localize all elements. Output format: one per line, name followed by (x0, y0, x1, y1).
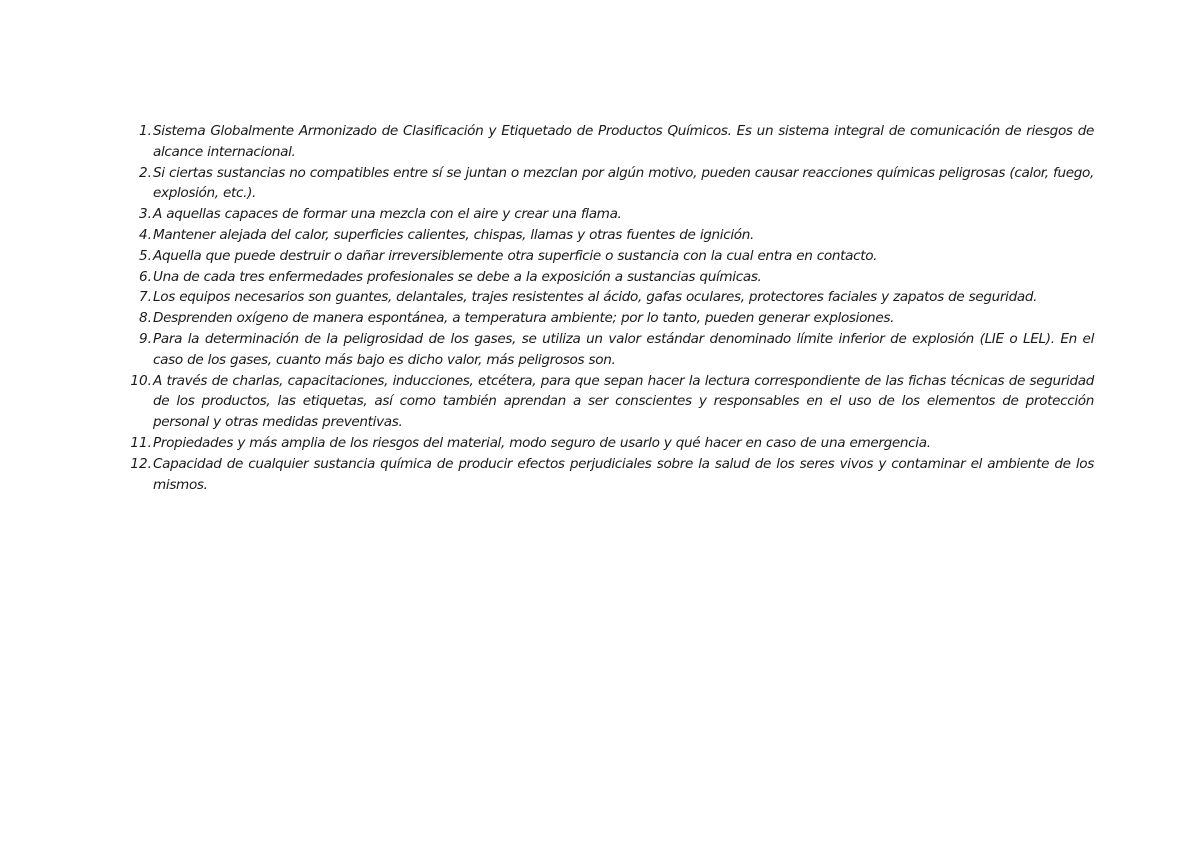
item-number: 9. (139, 330, 152, 347)
item-number: 5. (139, 247, 152, 264)
item-text: Propiedades y más amplia de los riesgos del material, modo seguro de usarlo y qué hacer en caso de una emergencia. (153, 434, 931, 451)
list-item-1 (118, 121, 1094, 163)
list-item-5 (118, 246, 1094, 267)
item-text: Desprenden oxígeno de manera espontánea, a temperatura ambiente; por lo tanto, pueden generar explosiones. (153, 310, 895, 327)
item-text: Sistema Globalmente Armonizado de Clasificación y Etiquetado de Productos Químicos. Es un sistema integral de comunicación de riesgos de alcance internacional. (153, 123, 1094, 160)
item-number: 2. (139, 164, 152, 181)
item-text: A través de charlas, capacitaciones, inducciones, etcétera, para que sepan hacer la lectura correspondiente de las fichas técnicas de seguridad de los productos, las etiquetas, así como también aprendan a ser conscientes y responsables en el uso de los elementos de protección personal y otras medidas preventivas. (153, 372, 1094, 431)
list-item-3 (118, 204, 1094, 225)
item-number: 7. (139, 289, 152, 306)
list-item-7 (118, 287, 1094, 308)
item-number: 4. (139, 226, 152, 243)
item-text: Si ciertas sustancias no compatibles entre sí se juntan o mezclan por algún motivo, pueden causar reacciones químicas peligrosas (calor, fuego, explosión, etc.). (153, 164, 1094, 202)
list-item-9 (118, 329, 1094, 371)
item-number: 11. (130, 434, 152, 451)
item-text: Aquella que puede destruir o dañar irreversiblemente otra superficie o sustancia con la cual entra en contacto. (153, 247, 878, 264)
item-number: 12. (130, 455, 152, 472)
list-item-12 (118, 454, 1094, 496)
item-text: A aquellas capaces de formar una mezcla con el aire y crear una flama. (153, 206, 622, 223)
list-item-6 (118, 267, 1094, 288)
item-text: Una de cada tres enfermedades profesionales se debe a la exposición a sustancias químicas. (153, 268, 762, 285)
item-text: Mantener alejada del calor, superficies calientes, chispas, llamas y otras fuentes de ignición. (153, 226, 754, 243)
list-item-10 (118, 371, 1094, 433)
list-item-4 (118, 225, 1094, 246)
item-number: 8. (139, 310, 152, 327)
item-text: Los equipos necesarios son guantes, delantales, trajes resistentes al ácido, gafas oculares, protectores faciales y zapatos de seguridad. (153, 289, 1038, 306)
item-text: Para la determinación de la peligrosidad de los gases, se utiliza un valor estándar denominado límite inferior de explosión (LIE o LEL). En el caso de los gases, cuanto más bajo es dicho valor, más peligrosos son. (153, 330, 1094, 368)
list-item-2 (118, 163, 1094, 205)
list-item-8 (118, 308, 1094, 329)
item-text: Capacidad de cualquier sustancia química de producir efectos perjudiciales sobre la salud de los seres vivos y contaminar el ambiente de los mismos. (153, 455, 1094, 493)
numbered-answer-list (118, 121, 1094, 495)
item-number: 1. (139, 123, 152, 139)
item-number: 6. (139, 268, 152, 285)
item-number: 3. (139, 206, 152, 223)
item-number: 10. (130, 372, 152, 389)
list-item-11 (118, 433, 1094, 454)
